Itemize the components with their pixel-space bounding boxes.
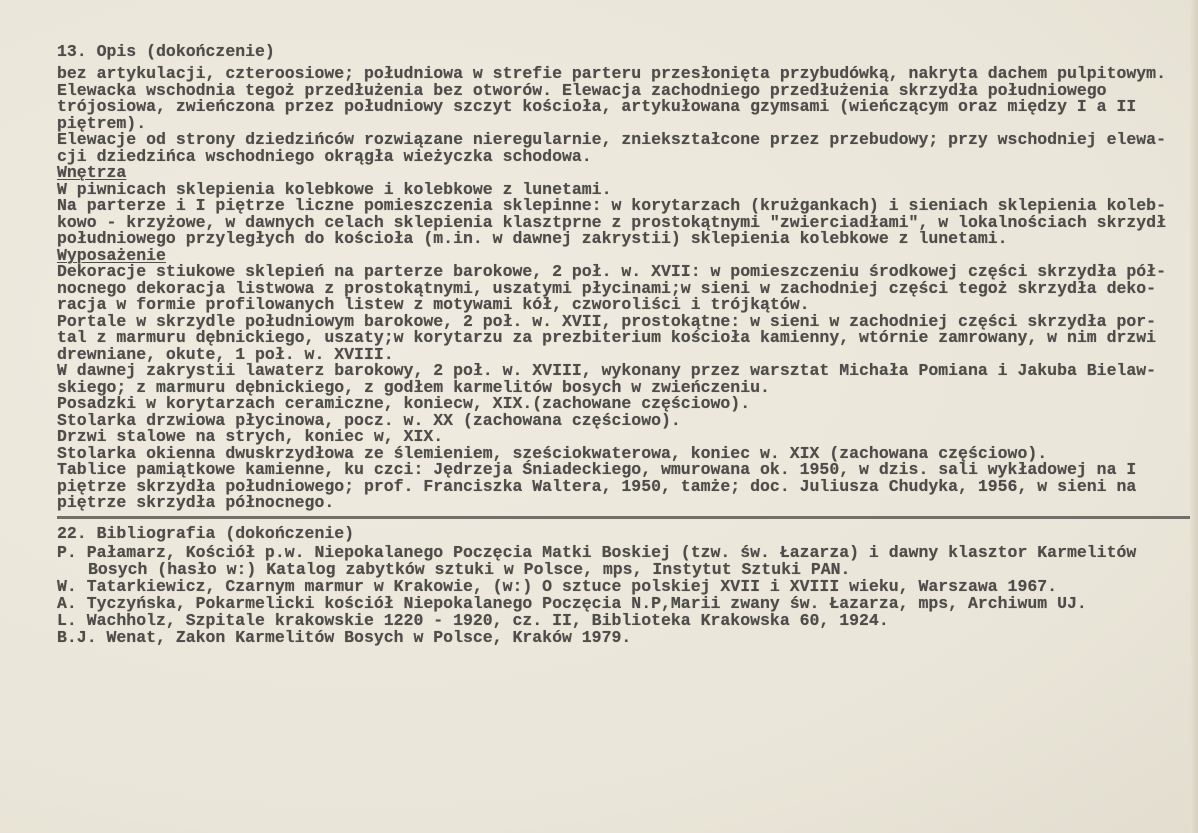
text-line: Tablice pamiątkowe kamienne, ku czci: Jędrzeja Śniadeckiego, wmurowana ok. 1950, w dzis. sali wykładowej na I [57, 460, 1137, 479]
text-line: drewniane, okute, 1 poł. w. XVIII. [57, 344, 394, 364]
text-line: piętrze skrzydła północnego. [57, 493, 335, 512]
text-line: kowo - krzyżowe, w dawnych celach sklepienia klasztprne z prostokątnymi "zwierciadłami", w lokalnościach skrzydł [57, 212, 1166, 232]
text-line: nocnego dekoracja listwowa z prostokątnymi, uszatymi płycinami;w sieni w zachodniej części tegoż skrzydła deko- [57, 278, 1157, 298]
text-line: Drzwi stalowe na strych, koniec w, XIX. [57, 427, 444, 446]
text-line: piętrze skrzydła południowego; prof. Franciszka Waltera, 1950, tamże; doc. Juliusza Chudyka, 1956, w sieni na [57, 476, 1137, 496]
text-line: Dekoracje stiukowe sklepień na parterze barokowe, 2 poł. w. XVII: w pomieszczeniu środkowej części skrzydła pół- [57, 262, 1166, 281]
section-13-heading: 13. Opis (dokończenie) [57, 42, 275, 61]
text-line: bez artykulacji, czteroosiowe; południowa w strefie parteru przesłonięta przybudówką, nakryta dachem pulpitowym. [57, 64, 1166, 83]
bibliography-entry: W. Tatarkiewicz, Czarnym marmur w Krakowie, (w:) O sztuce polskiej XVII i XVIII wieku, Warszawa 1967. [57, 577, 1058, 596]
text-line: Na parterze i I piętrze liczne pomieszczenia sklepinne: w korytarzach (krużgankach) i sieniach sklepienia koleb- [57, 196, 1166, 215]
text-line: południowego przyległych do kościoła (m.in. w dawnej zakrystii) sklepienia kolebkowe z lunetami. [57, 229, 1008, 248]
paper-edge [1190, 0, 1198, 833]
text-line: Elewacje od strony dziedzińców rozwiązane nieregularnie, zniekształcone przez przebudowy; przy wschodniej elewa- [57, 130, 1166, 149]
text-line: tal z marmuru dębnickiego, uszaty;w korytarzu za prezbiterium kościoła kamienny, wtórnie zamrowany, w nim drzwi [57, 328, 1157, 347]
subsection-heading: Wnętrza [57, 163, 127, 182]
section-22-heading: 22. Bibliografia (dokończenie) [57, 524, 355, 543]
bibliography-entry: P. Pałamarz, Kościół p.w. Niepokalanego Poczęcia Matki Boskiej (tzw. św. Łazarza) i dawny klasztor Karmelitów [57, 543, 1137, 562]
text-line: racja w formie profilowanych listew z motywami kół, czworoliści i trójkątów. [57, 295, 810, 314]
bibliography-entry: L. Wachholz, Szpitale krakowskie 1220 - 1920, cz. II, Biblioteka Krakowska 60, 1924. [57, 611, 889, 630]
text-line: Elewacka wschodnia tegoż przedłużenia bez otworów. Elewacja zachodniego przedłużenia skrzydła południowego [57, 80, 1107, 100]
text-line: Stolarka drzwiowa płycinowa, pocz. w. XX (zachowana częściowo). [57, 410, 681, 430]
text-line: skiego; z marmuru dębnickiego, z godłem karmelitów bosych w zwieńczeniu. [57, 377, 770, 397]
subsection-heading: Wyposażenie [57, 245, 166, 265]
bibliography-entry: Bosych (hasło w:) Katalog zabytków sztuki w Polsce, mps, Instytut Sztuki PAN. [88, 560, 851, 579]
section-divider [57, 516, 1190, 519]
text-line: W piwnicach sklepienia kolebkowe i kolebkowe z lunetami. [57, 179, 612, 199]
text-line: piętrem). [57, 113, 147, 133]
text-line: trójosiowa, zwieńczona przez południowy szczyt kościoła, artykułowana gzymsami (wieńczącym oraz między I a II [57, 97, 1137, 116]
text-line: Portale w skrzydle południowym barokowe, 2 poł. w. XVII, prostokątne: w sieni w zachodniej części skrzydła por- [57, 311, 1157, 331]
text-line: W dawnej zakrystii lawaterz barokowy, 2 poł. w. XVIII, wykonany przez warsztat Michała Pomiana i Jakuba Bielaw- [57, 361, 1157, 380]
text-line: cji dziedzińca wschodniego okrągła wieżyczka schodowa. [57, 146, 592, 166]
text-line: Stolarka okienna dwuskrzydłowa ze ślemieniem, sześciokwaterowa, koniec w. XIX (zachowana częściowo). [57, 443, 1048, 463]
bibliography-entry: B.J. Wenat, Zakon Karmelitów Bosych w Polsce, Kraków 1979. [57, 628, 632, 647]
text-line: Posadzki w korytarzach ceramiczne, koniecw, XIX.(zachowane częściowo). [57, 394, 751, 413]
bibliography-entry: A. Tyczyńska, Pokarmelicki kościół Niepokalanego Poczęcia N.P,Marii zwany św. Łazarza, mps, Archiwum UJ. [57, 594, 1087, 613]
